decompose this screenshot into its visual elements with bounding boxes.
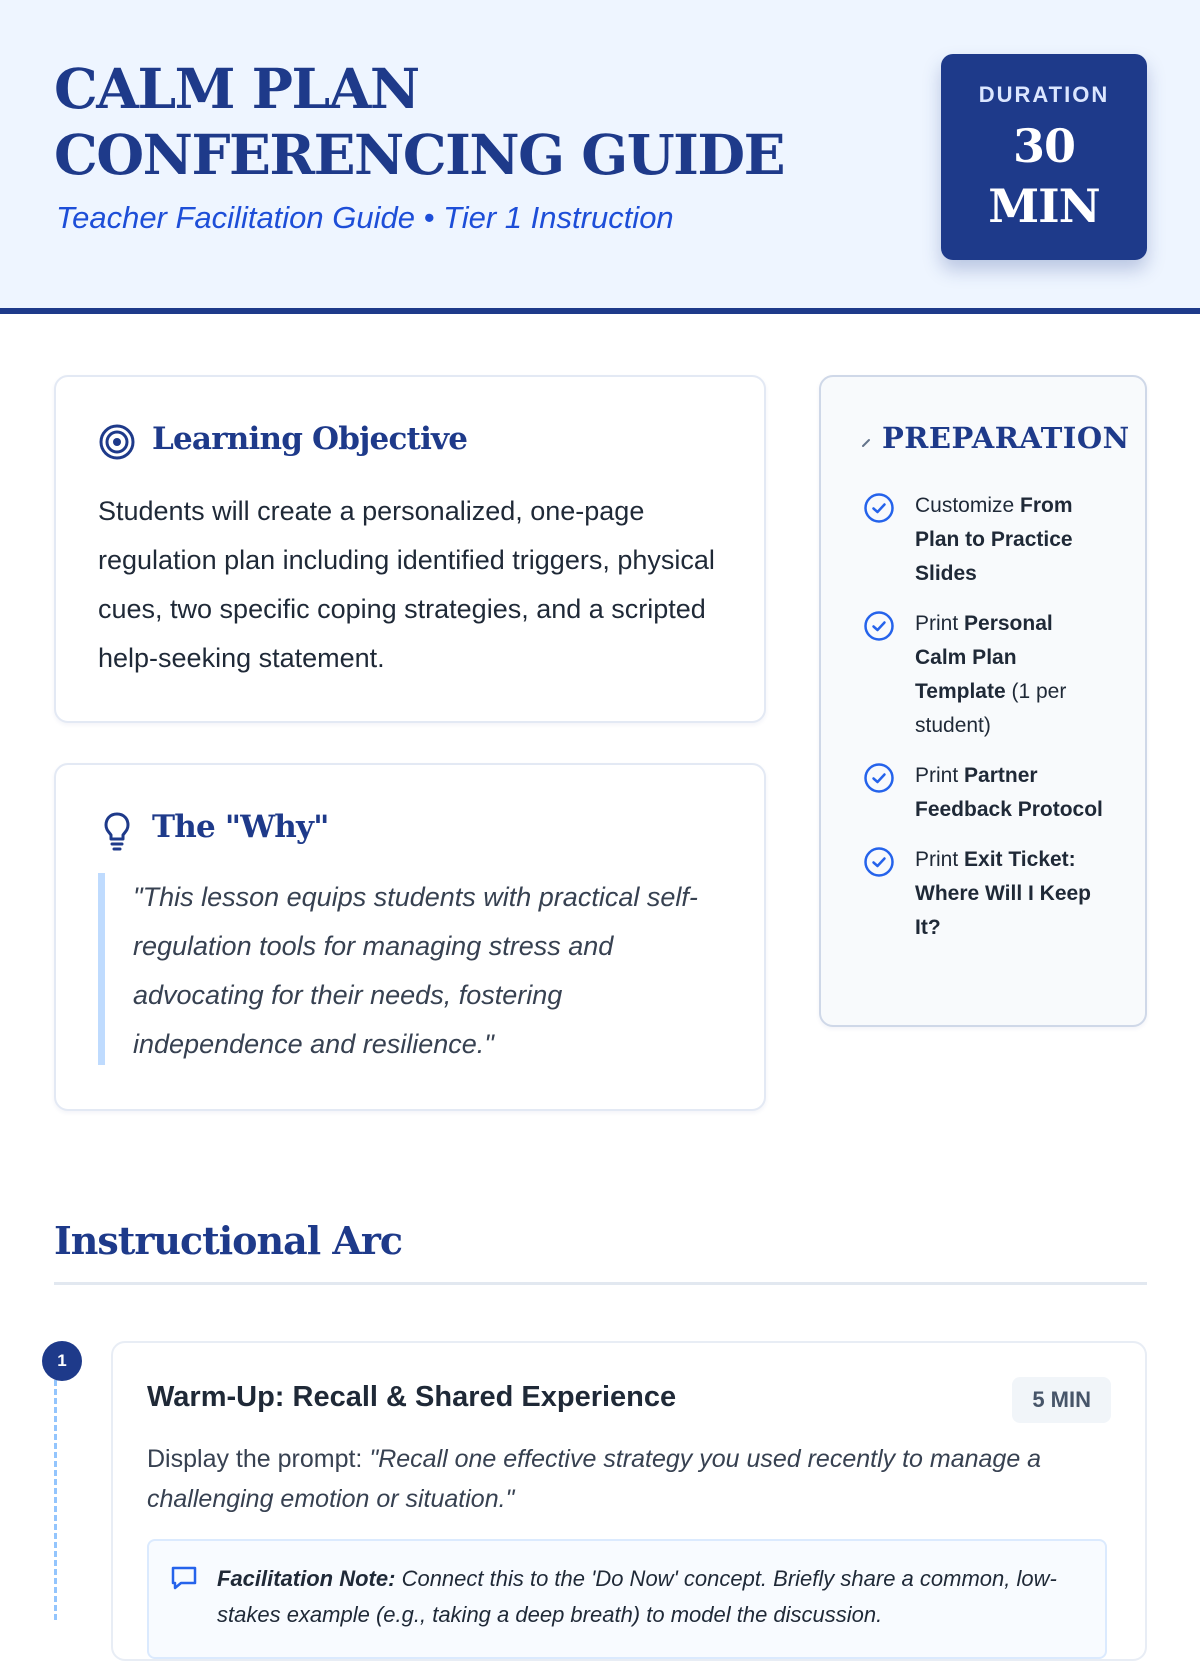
why-heading: The "Why": [152, 809, 329, 845]
page-subtitle: Teacher Facilitation Guide • Tier 1 Instruction: [56, 200, 674, 235]
step-time-badge: 5 MIN: [1012, 1377, 1111, 1423]
page-title: CALM PLAN CONFERENCING GUIDE: [54, 56, 785, 187]
preparation-item-prefix: Print: [915, 764, 965, 787]
preparation-card: [819, 375, 1147, 1027]
check-circle-icon: [863, 846, 895, 889]
preparation-heading: PREPARATION: [882, 421, 1130, 455]
step-card: [111, 1341, 1147, 1661]
step-prompt-quote: "Recall one effective strategy you used recently to manage a challenging emotion or situation.": [147, 1445, 1042, 1513]
learning-objective-heading: Learning Objective: [152, 421, 468, 457]
preparation-item: [863, 489, 1103, 591]
facilitation-note-body: Connect this to the 'Do Now' concept. Briefly share a common, low-stakes example (e.g., taking a deep breath) to model the discussion.: [217, 1566, 1057, 1627]
preparation-item-bold: From Plan to Practice Slides: [915, 494, 1073, 585]
step-title: Warm-Up: Recall & Shared Experience: [147, 1381, 677, 1413]
chat-bubble-icon: [169, 1563, 199, 1598]
preparation-item-prefix: Print: [915, 612, 965, 635]
instructional-arc-heading: Instructional Arc: [54, 1218, 403, 1263]
preparation-item-bold: Exit Ticket: Where Will I Keep It?: [915, 848, 1092, 939]
learning-objective-text: Students will create a personalized, one-page regulation plan including identified triggers, physical cues, two specific coping strategies, and a scripted help-seeking statement.: [98, 496, 715, 673]
pin-icon: [861, 435, 871, 453]
duration-number: 30: [1012, 119, 1075, 173]
preparation-item-suffix: (1 per student): [915, 680, 1067, 737]
duration-label: DURATION: [978, 82, 1110, 107]
check-circle-icon: [863, 492, 895, 535]
preparation-item: [863, 607, 1103, 743]
preparation-item: [863, 759, 1103, 827]
timeline-line: [54, 1380, 57, 1620]
duration-badge: [941, 54, 1147, 260]
learning-objective-card: [54, 375, 766, 723]
duration-unit: MIN: [988, 179, 1100, 233]
facilitation-note: [147, 1539, 1107, 1659]
facilitation-note-text: [217, 1561, 1087, 1633]
lightbulb-icon: [102, 811, 132, 856]
step-description-prefix: Display the prompt:: [147, 1445, 370, 1473]
facilitation-note-label: Facilitation Note:: [217, 1566, 396, 1591]
preparation-item-prefix: Print: [915, 848, 965, 871]
page-header: [0, 0, 1200, 314]
target-icon: [98, 423, 136, 466]
step-description: [147, 1439, 1107, 1519]
preparation-item-bold: Partner Feedback Protocol: [915, 764, 1103, 821]
preparation-list: [863, 489, 1103, 961]
duration-value: [941, 116, 1147, 236]
why-card: [54, 763, 766, 1111]
section-divider: [54, 1282, 1147, 1285]
why-quote: "This lesson equips students with practical self-regulation tools for managing stress and advocating for their needs, fostering independence and resilience.": [98, 873, 718, 1065]
preparation-item-prefix: Customize: [915, 494, 1021, 517]
preparation-item: [863, 843, 1103, 945]
preparation-item-bold: Personal Calm Plan Template: [915, 612, 1053, 703]
step-number-badge: 1: [42, 1341, 82, 1381]
check-circle-icon: [863, 762, 895, 805]
check-circle-icon: [863, 610, 895, 653]
